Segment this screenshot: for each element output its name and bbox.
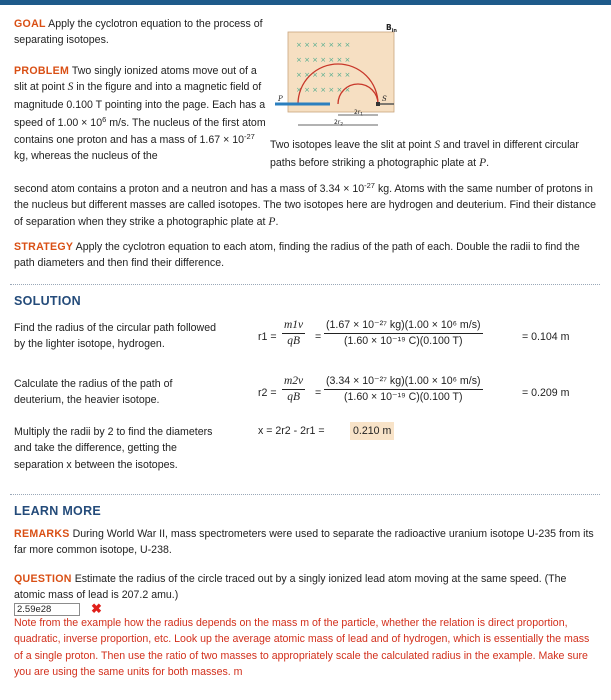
- solution-heading: SOLUTION: [14, 294, 81, 308]
- problem-text-a: Two singly ionized atoms move out of a slit at point: [14, 65, 257, 94]
- goal-text: Apply the cyclotron equation to the process of separating isotopes.: [14, 18, 263, 47]
- solution-step-3-text: Multiply the radii by 2 to find the diameters and take the difference, getting the separation x between the isotopes.: [14, 426, 213, 471]
- problem-section: [14, 63, 269, 165]
- figure-label-2r1: $2r_1$: [354, 109, 364, 118]
- solution-step-2-equation: r2 = $\frac{m2v}{qB}$ = $\frac{\text{(3.34 × 10⁻²⁷ kg)(1.00 × 10⁶ m/s)}}{\text{(1.60 × 10⁻¹⁹ C)(0.100 T)}}$ = 0.209 m: [258, 375, 570, 403]
- problem-mass1-tail: kg, whereas the nucleus of the: [14, 150, 158, 163]
- solution-step-1-equation: r1 = $\frac{m1v}{qB}$ = $\frac{\text{(1.67 × 10⁻²⁷ kg)(1.00 × 10⁶ m/s)}}{\text{(1.60 × 10⁻¹⁹ C)(0.100 T)}}$ = 0.104 m: [258, 319, 570, 347]
- problem-label: PROBLEM: [14, 65, 70, 77]
- question-section: [14, 571, 599, 604]
- svg-text:× × × × × × ×: × × × × × × ×: [296, 56, 351, 64]
- isotope-figure: [270, 18, 400, 133]
- final-answer: 0.210 m: [350, 422, 394, 440]
- figure-label-2r2: $2r_2$: [334, 119, 344, 128]
- problem-speed: $1.00 \times 10^6$: [57, 114, 107, 129]
- problem-text-b: in the figure and into a magnetic field of magnitude 0.100 T pointing into the page. Each has a speed of: [14, 81, 266, 129]
- problem-point-s: S: [67, 81, 74, 94]
- svg-text:× × × × × × ×: × × × × × × ×: [296, 41, 351, 49]
- question-text: Estimate the radius of the circle traced out by a singly ionized lead atom moving at the same speed. (The atomic mass of lead is 207.2 amu.): [14, 573, 567, 602]
- divider: [10, 284, 600, 285]
- solution-step-2-text: Calculate the radius of the path of deuterium, the heavier isotope.: [14, 378, 173, 407]
- problem-continued: second atom contains a proton and a neutron and has a mass of $3.34 \times 10^{-27}$ kg. Atoms with the same number of protons in the nucleus but different masses are called isotopes. The two isotopes here are hydrogen and deuterium. Find their distance of separation when they strike a photographic plate at P.: [14, 181, 597, 228]
- divider: [10, 494, 600, 495]
- question-label: QUESTION: [14, 573, 72, 585]
- svg-text:× × × × × × ×: × × × × × × ×: [296, 86, 351, 94]
- goal-label: GOAL: [14, 18, 46, 30]
- figure-caption: Two isotopes leave the slit at point S and travel in different circular paths before striking a photographic plate at P.: [270, 139, 579, 169]
- figure-label-s: S: [382, 95, 387, 103]
- svg-text:× × × × × × ×: × × × × × × ×: [296, 71, 351, 79]
- strategy-text: Apply the cyclotron equation to each atom, finding the radius of the path of each. Double the radii to find the path diameters and then find their difference.: [14, 241, 580, 270]
- field-label-b: $B_{in}$: [386, 23, 397, 34]
- feedback-text: Note from the example how the radius depends on the mass m of the particle, whether the relation is direct proportion, quadratic, inverse proportion, etc. Look up the average atomic mass of lead and of hydrogen, which is essentially the mass of a single proton. Then use the ratio of two masses to appropriately scale the calculated radius in the example. Make sure you are using the same units for both masses. m: [14, 617, 590, 679]
- remarks-label: REMARKS: [14, 528, 70, 540]
- answer-row: [14, 601, 102, 615]
- problem-speed-unit: m/s. The nucleus of the first atom contains one proton and has a mass of: [14, 116, 266, 147]
- header-bar: [0, 0, 611, 5]
- problem-point-p: P: [268, 215, 276, 228]
- goal-section: [14, 16, 264, 49]
- solution-step-1-text: Find the radius of the circular path followed by the lighter isotope, hydrogen.: [14, 322, 216, 351]
- strategy-label: STRATEGY: [14, 241, 74, 253]
- answer-input[interactable]: 2.59e28: [14, 603, 80, 616]
- learn-more-heading: LEARN MORE: [14, 504, 102, 518]
- strategy-section: [14, 239, 599, 272]
- figure-label-p: P: [278, 95, 283, 103]
- mass-spectrometer-diagram: [270, 18, 400, 133]
- problem-text-c: second atom contains a proton and a neutron and has a mass of 3.34 × 10: [14, 183, 365, 195]
- problem-text-d: kg. Atoms with the same number of protons in the nucleus but different masses are called isotopes. The two isotopes here are hydrogen and deuterium. Find their distance of separation when they strike a photographic plate at: [14, 183, 597, 228]
- solution-step-3-equation: x = 2r2 - 2r1 = 0.210 m: [258, 423, 608, 441]
- incorrect-icon: ✖: [90, 601, 102, 617]
- remarks-section: [14, 526, 599, 559]
- remarks-text: During World War II, mass spectrometers were used to separate the radioactive uranium isotope U-235 from its far more common isotope, U-238.: [14, 528, 594, 557]
- problem-mass1: $1.67 \times 10^{-27}$: [199, 132, 255, 147]
